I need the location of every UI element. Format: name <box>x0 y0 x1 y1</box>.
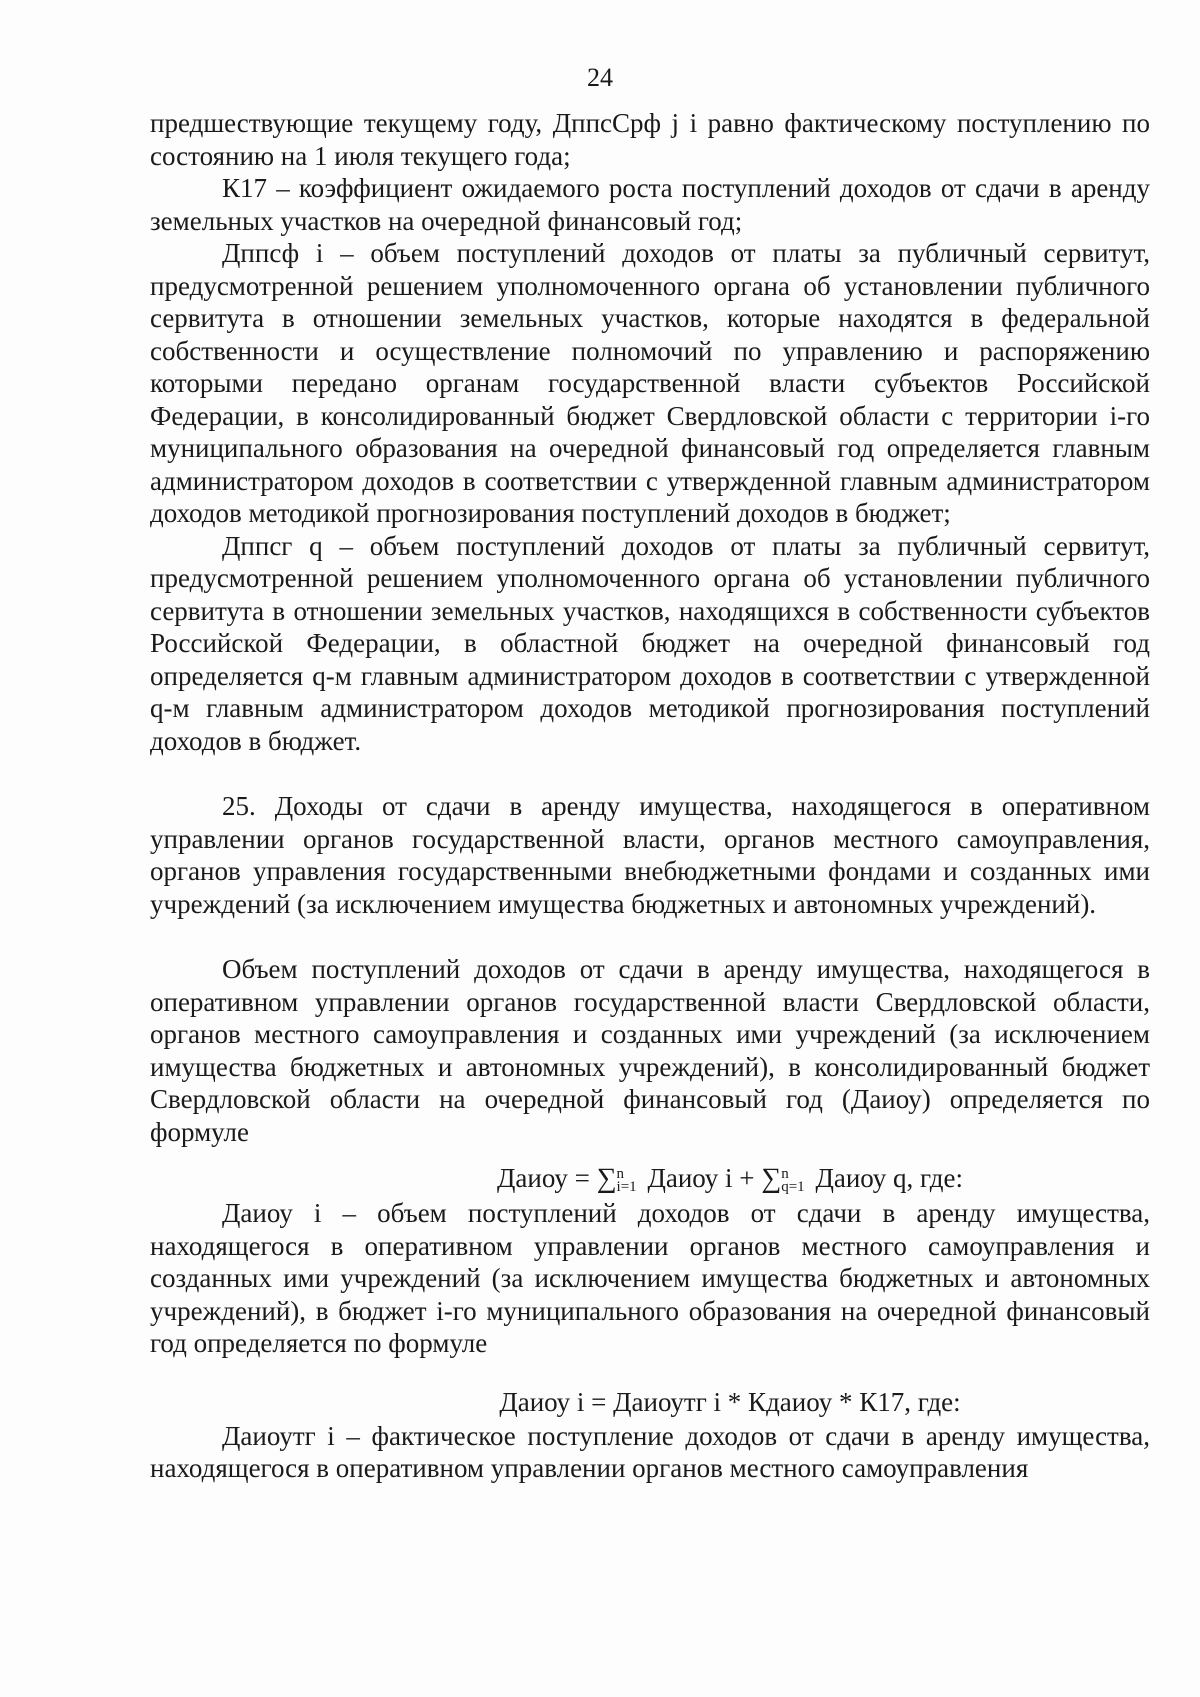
formula-daiou-i: Даиоу i = Даиоутг i * Кдаиоу * К17, где: <box>499 1386 961 1417</box>
spacer <box>150 1372 1150 1384</box>
formula-lhs: Даиоу = <box>497 1163 597 1193</box>
paragraph-daiou-intro: Объем поступлений доходов от сдачи в аренду имущества, находящегося в оперативном управлении органов государственной власти Свердловской области, органов местного самоуправления и созданных ими учреждений (за исключением имущества бюджетных и автономных учреждений), в консолидированный бюджет Свердловской области на очередной финансовый год (Даиоу) определяется по формуле <box>150 954 1150 1147</box>
section-25-heading: 25. Доходы от сдачи в аренду имущества, находящегося в оперативном управлении органов государственной власти, органов местного самоуправления, органов управления государственными внебюджетными фондами и созданных ими учреждений (за исключением имущества бюджетных и автономных учреждений). <box>150 791 1150 919</box>
sum-symbol: ∑ <box>596 1163 617 1194</box>
sum-upper-2: n <box>781 1165 789 1182</box>
spacer <box>150 1360 1150 1372</box>
sum-upper-1: n <box>616 1165 625 1182</box>
formula-term-2: Даиоу q, где: <box>808 1163 963 1193</box>
paragraph-k17-definition: К17 – коэффициент ожидаемого роста поступлений доходов от сдачи в аренду земельных участков на очередной финансовый год; <box>150 173 1150 236</box>
sum-symbol: ∑ <box>761 1163 782 1194</box>
paragraph-daiou-i-definition: Даиоу i – объем поступлений доходов от сдачи в аренду имущества, находящегося в оперативном управлении органов местного самоуправления и созданных ими учреждений (за исключением имущества бюджетных и автономных учреждений), в бюджет i-го муниципального образования на очередной финансовый год определяется по формуле <box>150 1198 1150 1358</box>
sum-limits-2 <box>781 1165 805 1195</box>
sum-limits-1 <box>616 1165 637 1195</box>
spacer <box>150 920 1150 953</box>
sum-lower-1: i=1 <box>616 1178 637 1195</box>
paragraph-dppsg-definition: Дппсг q – объем поступлений доходов от платы за публичный сервитут, предусмотренной решением уполномоченного органа об установлении публичного сервитута в отношении земельных участков, находящихся в собственности субъектов Российской Федерации, в областной бюджет на очередной финансовый год определяется q-м главным администратором доходов в соответствии с утвержденной q-м главным администратором доходов методикой прогнозирования поступлений доходов в бюджет. <box>150 530 1150 756</box>
formula-daiou-total <box>150 1160 1150 1197</box>
paragraph-continuation: предшествующие текущему году, ДппсСрф j i равно фактическому поступлению по состоянию на 1 июля текущего года; <box>150 108 1150 171</box>
spacer <box>150 757 1150 790</box>
document-body <box>150 107 1150 1485</box>
formula-term-1: Даиоу i + <box>640 1163 762 1193</box>
paragraph-dppsf-definition: Дппсф i – объем поступлений доходов от платы за публичный сервитут, предусмотренной решением уполномоченного органа об установлении публичного сервитута в отношении земельных участков, которые находятся в федеральной собственности и осуществление полномочий по управлению и распоряжению которыми передано органам государственной власти субъектов Российской Федерации, в консолидированный бюджет Свердловской области с территории i-го муниципального образования на очередной финансовый год определяется главным администратором доходов в соответствии с утвержденной главным администратором доходов методикой прогнозирования поступлений доходов в бюджет; <box>150 238 1150 528</box>
spacer <box>150 1148 1150 1160</box>
sum-lower-2: q=1 <box>781 1178 805 1195</box>
page-number: 24 <box>587 63 613 92</box>
paragraph-daioutg-definition: Даиоутг i – фактическое поступление доходов от сдачи в аренду имущества, находящегося в оперативном управлении органов местного самоуправления <box>150 1420 1150 1483</box>
